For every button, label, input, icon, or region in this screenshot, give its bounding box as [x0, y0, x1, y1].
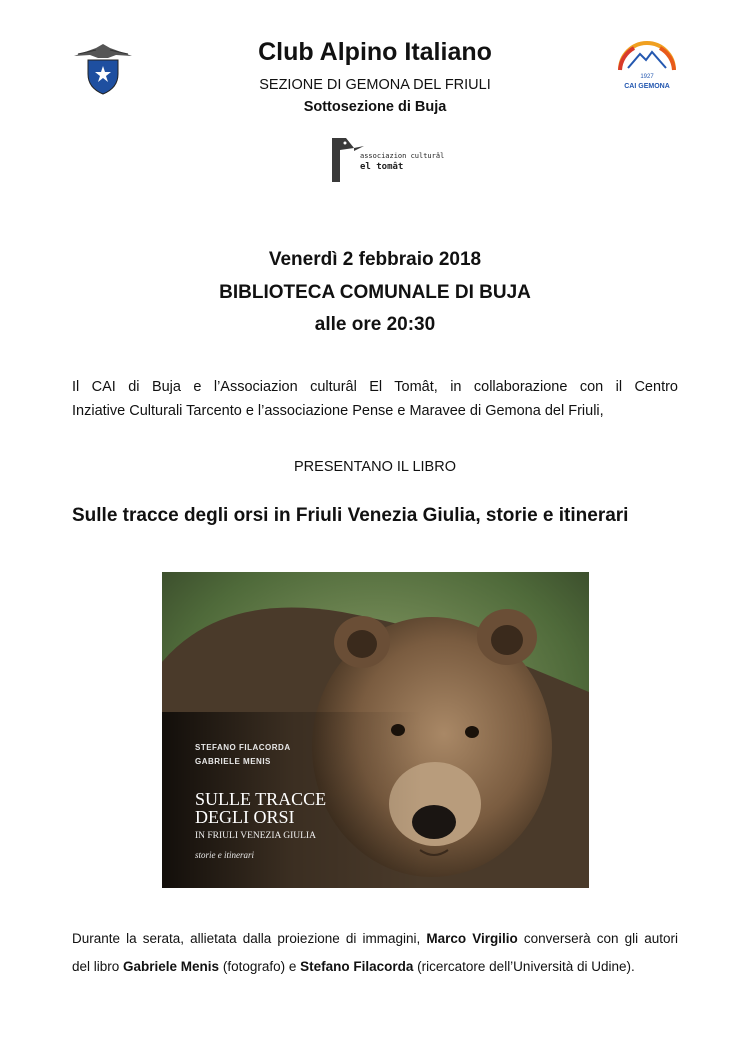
- cover-title-line-2: DEGLI ORSI: [195, 807, 295, 827]
- description-text: converserà con gli autori: [517, 931, 678, 946]
- author-name: Stefano Filacorda: [300, 959, 414, 974]
- event-place: BIBLIOTECA COMUNALE DI BUJA: [219, 282, 531, 303]
- event-date: Venerdì 2 febbraio 2018: [268, 249, 482, 270]
- intro-line-2: Inziative Culturali Tarcento e l’associazione Pense e Maravee di Gemona del Friuli,: [72, 403, 604, 419]
- author-name: Gabriele Menis: [123, 959, 220, 974]
- book-title: Sulle tracce degli orsi in Friuli Venezia Giulia, storie e itinerari: [72, 505, 629, 526]
- tomat-line1: associazion culturâl: [360, 152, 445, 160]
- intro-line-1: Il CAI di Buja e l’Associazion culturâl El Tomât, in collaborazione con il Centro: [72, 379, 678, 395]
- cover-title-line-1: SULLE TRACCE: [195, 789, 327, 809]
- cover-tagline: storie e itinerari: [195, 850, 254, 860]
- tomat-line2: el tomât: [360, 162, 404, 172]
- el-tomat-logo: [330, 136, 445, 184]
- description-text: Durante la serata, allietata dalla proiezione di immagini,: [72, 931, 427, 946]
- subsection-name: Sottosezione di Buja: [303, 99, 447, 115]
- cover-author-1: STEFANO FILACORDA: [195, 743, 291, 752]
- bear-eye-right: [465, 726, 479, 738]
- description-line-1: [72, 931, 678, 946]
- description-text: (ricercatore dell’Università di Udine).: [413, 959, 635, 974]
- speaker-name: Marco Virgilio: [426, 931, 518, 946]
- page-title: Club Alpino Italiano: [258, 38, 492, 66]
- book-cover-image: [162, 572, 589, 888]
- description-text: del libro: [72, 959, 124, 974]
- section-name: SEZIONE DI GEMONA DEL FRIULI: [259, 77, 491, 93]
- cover-subtitle: IN FRIULI VENEZIA GIULIA: [195, 831, 316, 841]
- cover-author-2: GABRIELE MENIS: [195, 757, 271, 766]
- gemona-logo-year: 1927: [640, 74, 654, 80]
- description-text: (fotografo) e: [219, 959, 301, 974]
- description-line-2: [72, 959, 678, 974]
- gemona-logo-text: CAI GEMONA: [624, 83, 670, 90]
- presentano-heading: PRESENTANO IL LIBRO: [294, 459, 456, 475]
- event-time: alle ore 20:30: [314, 314, 436, 335]
